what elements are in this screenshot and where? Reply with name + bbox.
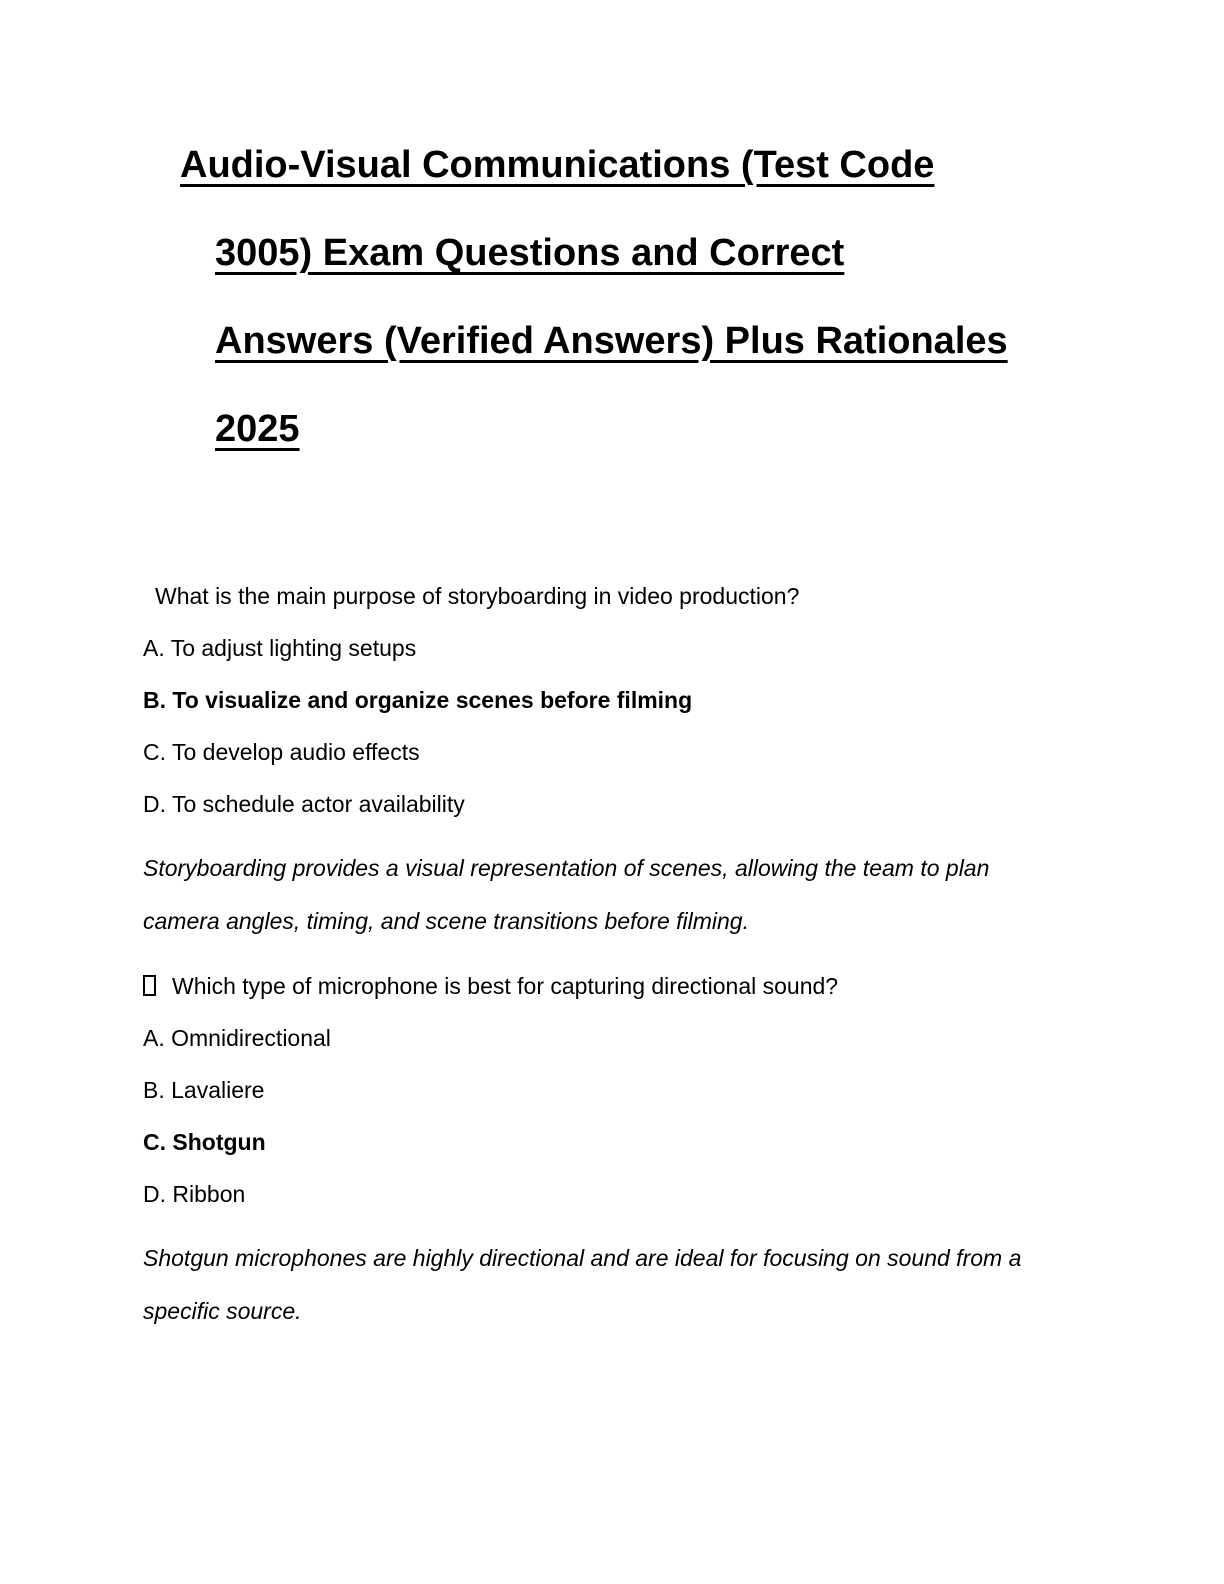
option-d: D. To schedule actor availability (143, 791, 465, 817)
question-block-2 (143, 972, 1053, 1338)
question-text: What is the main purpose of storyboarding in video production? (155, 583, 800, 609)
rationale-text: Storyboarding provides a visual representation of scenes, allowing the team to plan camera angles, timing, and scene transitions before filming. (143, 855, 990, 934)
question-text-label: Which type of microphone is best for capturing directional sound? (172, 973, 839, 999)
title-line-3: Answers (Verified Answers) Plus Rationales (215, 320, 1008, 362)
question-text (143, 972, 1053, 1001)
question-block-1 (143, 582, 1053, 948)
option-c: C. To develop audio effects (143, 739, 420, 765)
option-b: B. Lavaliere (143, 1077, 265, 1103)
title-line-4: 2025 (215, 408, 300, 450)
document-body (143, 582, 1053, 1338)
option-d: D. Ribbon (143, 1181, 246, 1207)
option-a: A. Omnidirectional (143, 1025, 331, 1051)
option-c-correct: C. Shotgun (143, 1129, 266, 1155)
option-a: A. To adjust lighting setups (143, 635, 417, 661)
missing-glyph-icon (143, 975, 156, 996)
rationale-text: Shotgun microphones are highly directional and are ideal for focusing on sound from a specific source. (143, 1245, 1022, 1324)
option-b-correct: B. To visualize and organize scenes before filming (143, 687, 693, 713)
document-title (180, 140, 1095, 454)
title-line-2: 3005) Exam Questions and Correct (215, 232, 845, 274)
title-line-1: Audio-Visual Communications (Test Code (180, 144, 935, 186)
